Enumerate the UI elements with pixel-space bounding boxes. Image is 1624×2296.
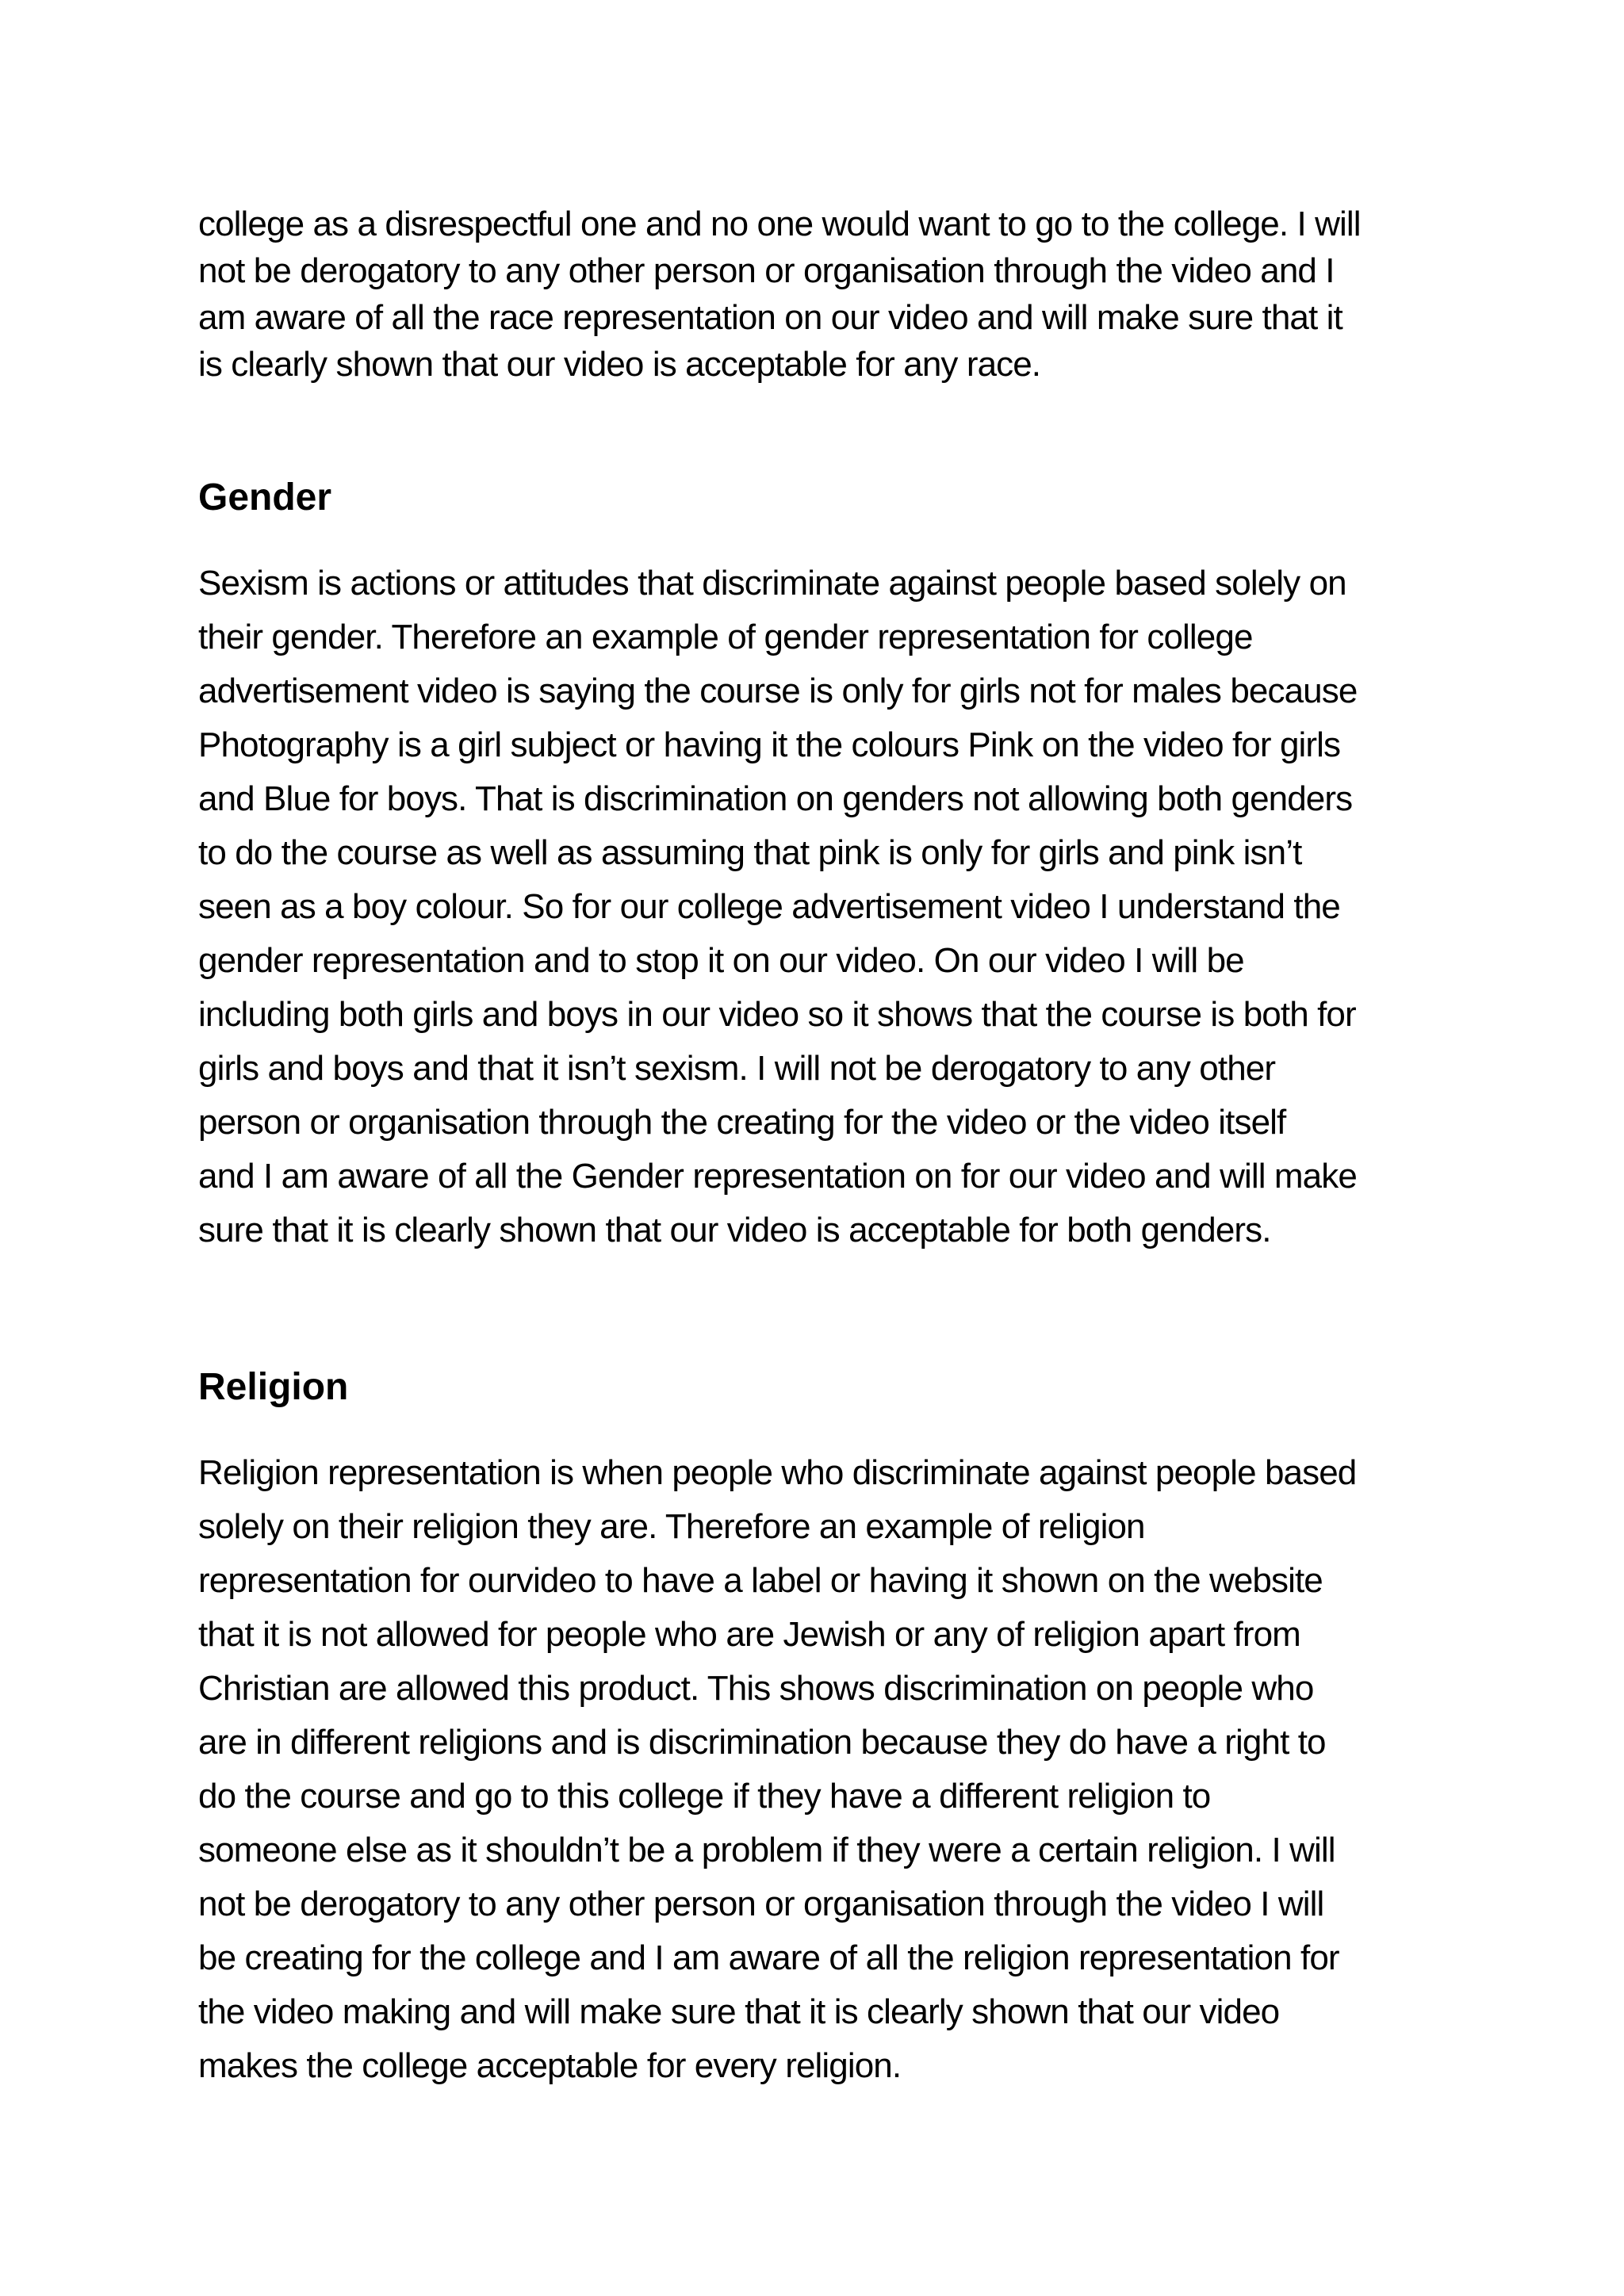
- religion-line: are in different religions and is discrimination because they do have a right to: [198, 1723, 1326, 1762]
- religion-line: Christian are allowed this product. This shows discrimination on people who: [198, 1669, 1314, 1708]
- gender-line: girls and boys and that it isn’t sexism. I will not be derogatory to any other: [198, 1049, 1276, 1088]
- gender-line: sure that it is clearly shown that our video is acceptable for both genders.: [198, 1211, 1271, 1249]
- gender-line: seen as a boy colour. So for our college advertisement video I understand the: [198, 887, 1340, 926]
- gender-line: and I am aware of all the Gender representation on for our video and will make: [198, 1157, 1357, 1196]
- intro-line: college as a disrespectful one and no one would want to go to the college. I will: [198, 205, 1361, 243]
- gender-heading: Gender: [198, 476, 332, 519]
- religion-line: makes the college acceptable for every religion.: [198, 2046, 902, 2085]
- gender-line: and Blue for boys. That is discrimination on genders not allowing both genders: [198, 779, 1353, 818]
- gender-line: to do the course as well as assuming that pink is only for girls and pink isn’t: [198, 833, 1302, 872]
- gender-line: Photography is a girl subject or having it the colours Pink on the video for girls: [198, 725, 1341, 764]
- religion-line: be creating for the college and I am aware of all the religion representation for: [198, 1938, 1339, 1977]
- religion-line: someone else as it shouldn’t be a problem if they were a certain religion. I will: [198, 1831, 1335, 1869]
- religion-line: solely on their religion they are. Therefore an example of religion: [198, 1507, 1145, 1546]
- gender-line: their gender. Therefore an example of gender representation for college: [198, 618, 1253, 656]
- religion-line: Religion representation is when people who discriminate against people based: [198, 1453, 1357, 1492]
- intro-line: is clearly shown that our video is acceptable for any race.: [198, 345, 1041, 384]
- intro-line: not be derogatory to any other person or organisation through the video and I: [198, 251, 1335, 290]
- gender-line: advertisement video is saying the course is only for girls not for males because: [198, 672, 1358, 710]
- religion-line: that it is not allowed for people who are Jewish or any of religion apart from: [198, 1615, 1300, 1654]
- religion-heading: Religion: [198, 1366, 349, 1408]
- religion-line: representation for ourvideo to have a label or having it shown on the website: [198, 1561, 1323, 1600]
- religion-line: not be derogatory to any other person or organisation through the video I will: [198, 1885, 1324, 1923]
- gender-line: person or organisation through the creating for the video or the video itself: [198, 1103, 1286, 1142]
- gender-line: including both girls and boys in our video so it shows that the course is both for: [198, 995, 1356, 1034]
- religion-line: the video making and will make sure that it is clearly shown that our video: [198, 1992, 1280, 2031]
- religion-line: do the course and go to this college if they have a different religion to: [198, 1777, 1211, 1816]
- gender-line: Sexism is actions or attitudes that discriminate against people based solely on: [198, 564, 1346, 603]
- intro-line: am aware of all the race representation on our video and will make sure that it: [198, 298, 1342, 337]
- gender-line: gender representation and to stop it on our video. On our video I will be: [198, 941, 1244, 980]
